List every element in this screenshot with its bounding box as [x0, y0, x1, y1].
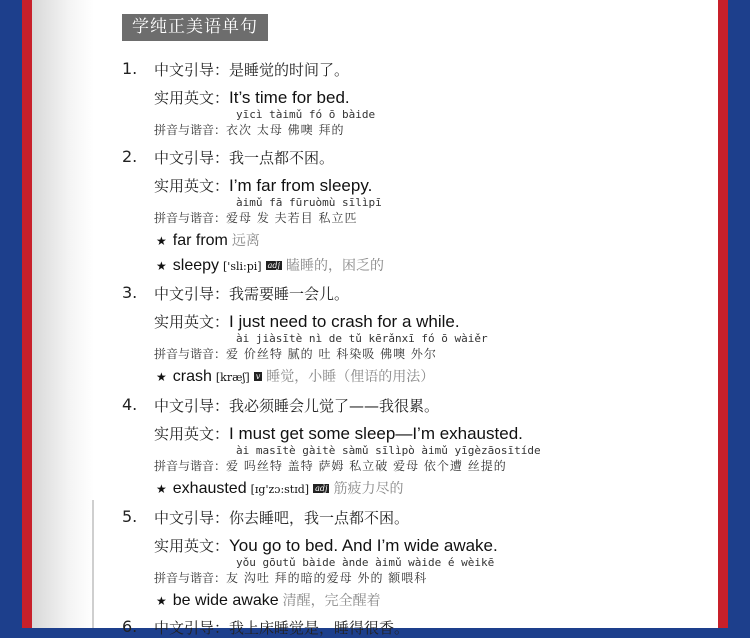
star-icon: ★ [156, 594, 167, 608]
english-sentence: It’s time for bed. [229, 88, 350, 107]
vocab-meaning: 清醒，完全醒着 [282, 593, 381, 609]
star-icon: ★ [156, 234, 167, 248]
chinese-label: 中文引导： [154, 149, 230, 167]
pinyin-line: ài masītè gàitè sàmǔ sīlìpò àimǔ yīgèzāosītíde [236, 444, 541, 457]
entry-number: 4. [122, 395, 138, 414]
chinese-label: 中文引导： [154, 285, 230, 303]
vocab-meaning: 筋疲力尽的 [333, 481, 404, 497]
chinese-label: 中文引导： [154, 619, 230, 637]
part-of-speech-badge: adj [267, 261, 280, 270]
homophone-row [154, 209, 357, 226]
vocab-phonetic: [ɪg'zɔ:stɪd] [250, 483, 310, 496]
page-edge-line [92, 500, 94, 628]
chinese-prompt [154, 395, 439, 416]
homophone-text: 爱 吗丝特 盖特 萨姆 私立破 爱母 依个遭 丝提的 [226, 459, 507, 473]
section-title: 学纯正美语单句 [122, 14, 268, 41]
vocab-item [156, 478, 403, 498]
vocab-item [156, 255, 384, 275]
vocab-phonetic: ['sli:pi] [223, 260, 262, 273]
chinese-prompt [154, 283, 349, 304]
star-icon: ★ [156, 259, 167, 273]
chinese-prompt [154, 147, 334, 168]
pinyin-line: àimǔ fā fūruòmù sīlìpī [236, 196, 382, 209]
pinyin-line: ài jiàsītè nì de tǔ kērǎnxī fó ō wàiěr [236, 332, 488, 345]
vocab-word: crash [172, 368, 212, 385]
vocab-word: sleepy [172, 257, 220, 274]
english-sentence: I’m far from sleepy. [229, 176, 373, 195]
chinese-label: 中文引导： [154, 397, 230, 415]
homophone-label: 拼音与谐音： [154, 123, 227, 137]
homophone-text: 衣次 太母 佛噢 拜的 [226, 123, 345, 137]
star-icon: ★ [156, 482, 167, 496]
homophone-text: 友 沟吐 拜的暗的爱母 外的 额喂科 [226, 571, 428, 585]
english-sentence-row [154, 535, 498, 556]
left-blue-border [0, 0, 22, 628]
entry-number: 5. [122, 507, 138, 526]
chinese-prompt [154, 59, 349, 80]
chinese-text: 是睡觉的时间了。 [229, 61, 350, 79]
chinese-label: 中文引导： [154, 509, 230, 527]
part-of-speech-badge: adj [315, 484, 328, 493]
star-icon: ★ [156, 370, 167, 384]
chinese-text: 你去睡吧，我一点都不困。 [229, 509, 410, 527]
part-of-speech-badge: v [255, 372, 261, 381]
chinese-text: 我一点都不困。 [229, 149, 335, 167]
chinese-prompt [154, 507, 409, 528]
chinese-text: 我上床睡觉是，睡得很香。 [229, 619, 410, 637]
homophone-label: 拼音与谐音： [154, 571, 227, 585]
english-sentence: I must get some sleep—I’m exhausted. [229, 424, 523, 443]
vocab-word: be wide awake [172, 592, 279, 609]
english-sentence: I just need to crash for a while. [229, 312, 460, 331]
chinese-text: 我必须睡会儿觉了——我很累。 [229, 397, 440, 415]
vocab-item [156, 590, 381, 610]
homophone-row [154, 345, 437, 362]
homophone-label: 拼音与谐音： [154, 347, 227, 361]
english-label: 实用英文： [154, 537, 230, 555]
right-red-border [718, 0, 728, 628]
entry-number: 2. [122, 147, 138, 166]
right-blue-border [728, 0, 750, 628]
english-label: 实用英文： [154, 89, 230, 107]
vocab-item [156, 366, 434, 386]
vocab-item [156, 230, 260, 250]
homophone-row [154, 569, 427, 586]
homophone-label: 拼音与谐音： [154, 459, 227, 473]
english-sentence-row [154, 87, 350, 108]
english-label: 实用英文： [154, 177, 230, 195]
english-label: 实用英文： [154, 313, 230, 331]
vocab-word: far from [172, 232, 228, 249]
english-sentence-row [154, 175, 372, 196]
homophone-text: 爱母 发 夫若目 私立匹 [226, 211, 358, 225]
english-sentence: You go to bed. And I’m wide awake. [229, 536, 498, 555]
vocab-meaning: 远离 [231, 233, 260, 249]
homophone-label: 拼音与谐音： [154, 211, 227, 225]
page-gutter-shadow [32, 0, 94, 628]
vocab-word: exhausted [172, 480, 247, 497]
left-red-border [22, 0, 32, 628]
entry-number: 1. [122, 59, 138, 78]
vocab-meaning: 睡觉，小睡（俚语的用法） [266, 369, 435, 385]
homophone-row [154, 121, 344, 138]
entry-number: 3. [122, 283, 138, 302]
homophone-text: 爱 价丝特 腻的 吐 科染吸 佛噢 外尔 [226, 347, 437, 361]
vocab-phonetic: [kræʃ] [215, 371, 250, 384]
english-sentence-row [154, 311, 460, 332]
entry-number: 6. [122, 617, 138, 636]
chinese-text: 我需要睡一会儿。 [229, 285, 350, 303]
chinese-label: 中文引导： [154, 61, 230, 79]
english-sentence-row [154, 423, 523, 444]
vocab-meaning: 瞌睡的，困乏的 [285, 258, 384, 274]
pinyin-line: yīcì tàimǔ fó ō bàide [236, 108, 376, 121]
english-label: 实用英文： [154, 425, 230, 443]
homophone-row [154, 457, 507, 474]
pinyin-line: yǒu gōutǔ bàide ànde àimǔ wàide é wèikē [236, 556, 495, 569]
